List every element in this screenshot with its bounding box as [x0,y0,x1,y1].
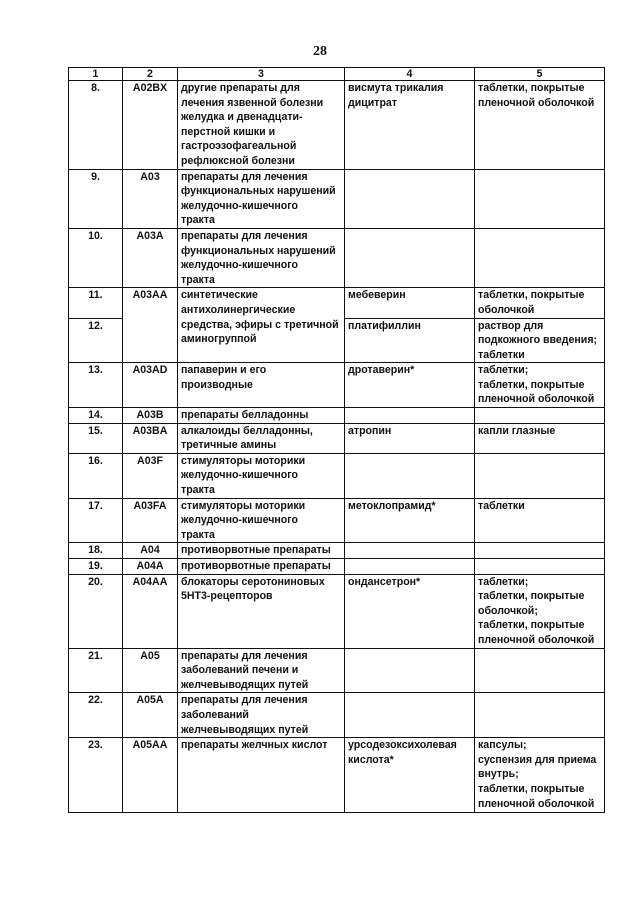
dosage-form-cell-line: пленочной оболочкой [478,96,595,109]
row-number-cell: 23. [69,738,123,813]
column-header: 3 [178,68,345,81]
anatomical-group-cell-line: синтетические [181,289,258,302]
anatomical-group-cell [178,574,345,648]
anatomical-group-cell-line: функциональных нарушений [181,185,336,198]
anatomical-group-cell-line: гастроэзофагеальной [181,140,297,153]
atc-code-cell: A03BA [123,423,178,453]
dosage-form-cell-line: пленочной оболочкой [478,633,595,646]
drug-name-cell [345,288,475,318]
page-number: 28 [313,44,327,59]
drug-name-cell [345,574,475,648]
dosage-form-cell-line: капсулы; [478,739,527,752]
row-number-cell: 12. [69,318,123,363]
column-header: 5 [475,68,605,81]
atc-code-cell: A03 [123,169,178,228]
row-number-cell: 15. [69,423,123,453]
drug-name-cell [345,363,475,408]
anatomical-group-cell-line: заболеваний [181,708,249,721]
dosage-form-cell [475,363,605,408]
table-row [69,498,605,543]
anatomical-group-cell [178,169,345,228]
drug-name-cell [345,559,475,575]
anatomical-group-cell-line: рефлюксной болезни [181,154,295,167]
anatomical-group-cell-line: желудка и двенадцати- [181,111,303,124]
anatomical-group-cell [178,543,345,559]
table-row [69,81,605,170]
dosage-form-cell [475,693,605,738]
row-number-cell: 14. [69,408,123,424]
row-number-cell: 17. [69,498,123,543]
anatomical-group-cell [178,288,345,363]
drug-name-cell [345,648,475,693]
drug-name-cell-line: метоклопрамид* [348,499,436,512]
anatomical-group-cell-line: желудочно-кишечного [181,514,298,527]
anatomical-group-cell-line: тракта [181,273,215,286]
anatomical-group-cell-line: заболеваний печени и [181,664,299,677]
dosage-form-cell [475,228,605,287]
anatomical-group-cell-line: тракта [181,484,215,497]
row-number-cell: 13. [69,363,123,408]
atc-code-cell: A03AD [123,363,178,408]
drug-name-cell [345,169,475,228]
table-row [69,169,605,228]
dosage-form-cell [475,648,605,693]
drug-name-cell [345,228,475,287]
dosage-form-cell-line: суспензия для приема [478,753,597,766]
row-number-cell: 19. [69,559,123,575]
atc-code-cell: A03F [123,453,178,498]
dosage-form-cell-line: таблетки [478,348,525,361]
row-number-cell: 10. [69,228,123,287]
atc-code-cell: A02BX [123,81,178,170]
table-row [69,423,605,453]
drug-name-cell [345,318,475,363]
atc-code-cell: A03AA [123,288,178,363]
anatomical-group-cell-line: стимуляторы моторики [181,454,306,467]
dosage-form-cell-line: оболочкой [478,303,535,316]
dosage-form-cell-line: пленочной оболочкой [478,393,595,406]
atc-code-cell: A03B [123,408,178,424]
dosage-form-cell-line: таблетки, покрытые [478,289,585,302]
drug-name-cell-line: дротаверин* [348,364,415,377]
dosage-form-cell-line: оболочкой; [478,604,538,617]
table-header-row [69,68,605,81]
atc-code-cell: A03A [123,228,178,287]
dosage-form-cell-line: раствор для [478,319,544,332]
atc-code-cell: A05AA [123,738,178,813]
drug-name-cell-line: мебеверин [348,289,406,302]
anatomical-group-cell-line: тракта [181,214,215,227]
dosage-form-cell-line: таблетки, покрытые [478,782,585,795]
anatomical-group-cell-line: лечения язвенной болезни [181,96,324,109]
anatomical-group-cell-line: препараты для лечения [181,170,308,183]
drug-name-cell [345,738,475,813]
dosage-form-cell [475,574,605,648]
atc-code-cell: A05A [123,693,178,738]
row-number-cell: 8. [69,81,123,170]
dosage-form-cell-line: таблетки; [478,364,529,377]
drug-name-cell [345,81,475,170]
anatomical-group-cell [178,693,345,738]
table-row [69,408,605,424]
drug-name-cell-line: кислота* [348,753,394,766]
dosage-form-cell [475,318,605,363]
row-number-cell: 11. [69,288,123,318]
table-row [69,693,605,738]
drug-name-cell-line: дицитрат [348,96,398,109]
anatomical-group-cell [178,648,345,693]
anatomical-group-cell [178,408,345,424]
drug-name-cell-line: ондансетрон* [348,575,421,588]
drug-name-cell [345,693,475,738]
dosage-form-cell [475,559,605,575]
anatomical-group-cell-line: третичные амины [181,439,277,452]
dosage-form-cell-line: таблетки [478,499,525,512]
table-row [69,453,605,498]
dosage-form-cell-line: капли глазные [478,424,556,437]
anatomical-group-cell [178,738,345,813]
anatomical-group-cell-line: препараты белладонны [181,409,309,422]
anatomical-group-cell-line: блокаторы серотониновых [181,575,325,588]
table-row [69,574,605,648]
row-number-cell: 21. [69,648,123,693]
table-row [69,559,605,575]
atc-code-cell: A04A [123,559,178,575]
anatomical-group-cell-line: антихолинергические [181,303,296,316]
drug-name-cell-line: атропин [348,424,392,437]
row-number-cell: 18. [69,543,123,559]
anatomical-group-cell-line: противорвотные препараты [181,544,331,557]
atc-code-cell: A03FA [123,498,178,543]
atc-code-cell: A05 [123,648,178,693]
dosage-form-cell-line: таблетки, покрытые [478,619,585,632]
anatomical-group-cell [178,498,345,543]
dosage-form-cell [475,81,605,170]
anatomical-group-cell-line: желудочно-кишечного [181,469,298,482]
table-body [69,81,605,813]
column-header: 2 [123,68,178,81]
dosage-form-cell [475,453,605,498]
drug-name-cell [345,423,475,453]
dosage-form-cell [475,288,605,318]
dosage-form-cell [475,169,605,228]
anatomical-group-cell-line: папаверин и его [181,364,267,377]
drug-name-cell [345,453,475,498]
dosage-form-cell-line: подкожного введения; [478,334,598,347]
row-number-cell: 16. [69,453,123,498]
anatomical-group-cell-line: противорвотные препараты [181,560,331,572]
column-header: 1 [69,68,123,81]
anatomical-group-cell-line: препараты желчных кислот [181,739,328,752]
anatomical-group-cell-line: желудочно-кишечного [181,259,298,272]
drug-name-cell [345,408,475,424]
dosage-form-cell [475,423,605,453]
dosage-form-cell [475,543,605,559]
atc-code-cell: A04 [123,543,178,559]
table-row [69,543,605,559]
dosage-form-cell [475,498,605,543]
anatomical-group-cell-line: алкалоиды белладонны, [181,424,313,437]
anatomical-group-cell-line: желудочно-кишечного [181,199,298,212]
dosage-form-cell [475,408,605,424]
table-row [69,363,605,408]
anatomical-group-cell-line: желчевыводящих путей [181,678,309,691]
anatomical-group-cell-line: 5НТ3-рецепторов [181,590,273,603]
anatomical-group-cell [178,423,345,453]
anatomical-group-cell-line: тракта [181,528,215,541]
table-row [69,228,605,287]
column-header: 4 [345,68,475,81]
dosage-form-cell-line: таблетки, покрытые [478,82,585,94]
anatomical-group-cell-line: препараты для лечения [181,229,308,242]
row-number-cell: 20. [69,574,123,648]
dosage-form-cell-line: таблетки, покрытые [478,590,585,603]
drug-name-cell-line: урсодезоксихолевая [348,739,457,752]
dosage-form-cell-line: таблетки; [478,575,529,588]
anatomical-group-cell-line: желчевыводящих путей [181,723,309,736]
anatomical-group-cell [178,363,345,408]
atc-code-cell: A04AA [123,574,178,648]
drug-name-cell-line: висмута трикалия [348,82,444,94]
table-row [69,288,605,318]
table-row [69,738,605,813]
table-row [69,648,605,693]
anatomical-group-cell [178,81,345,170]
drug-list-table [68,67,605,813]
dosage-form-cell [475,738,605,813]
drug-name-cell-line: платифиллин [348,319,421,332]
anatomical-group-cell-line: производные [181,378,253,391]
anatomical-group-cell [178,559,345,575]
anatomical-group-cell-line: аминогруппой [181,333,257,346]
dosage-form-cell-line: внутрь; [478,768,519,781]
anatomical-group-cell-line: другие препараты для [181,82,300,94]
drug-name-cell [345,543,475,559]
anatomical-group-cell-line: средства, эфиры с третичной [181,318,339,331]
anatomical-group-cell [178,453,345,498]
dosage-form-cell-line: пленочной оболочкой [478,797,595,810]
anatomical-group-cell-line: функциональных нарушений [181,244,336,257]
anatomical-group-cell-line: препараты для лечения [181,649,308,662]
row-number-cell: 22. [69,693,123,738]
anatomical-group-cell-line: препараты для лечения [181,694,308,707]
anatomical-group-cell-line: стимуляторы моторики [181,499,306,512]
drug-name-cell [345,498,475,543]
anatomical-group-cell-line: перстной кишки и [181,125,276,138]
dosage-form-cell-line: таблетки, покрытые [478,378,585,391]
anatomical-group-cell [178,228,345,287]
row-number-cell: 9. [69,169,123,228]
